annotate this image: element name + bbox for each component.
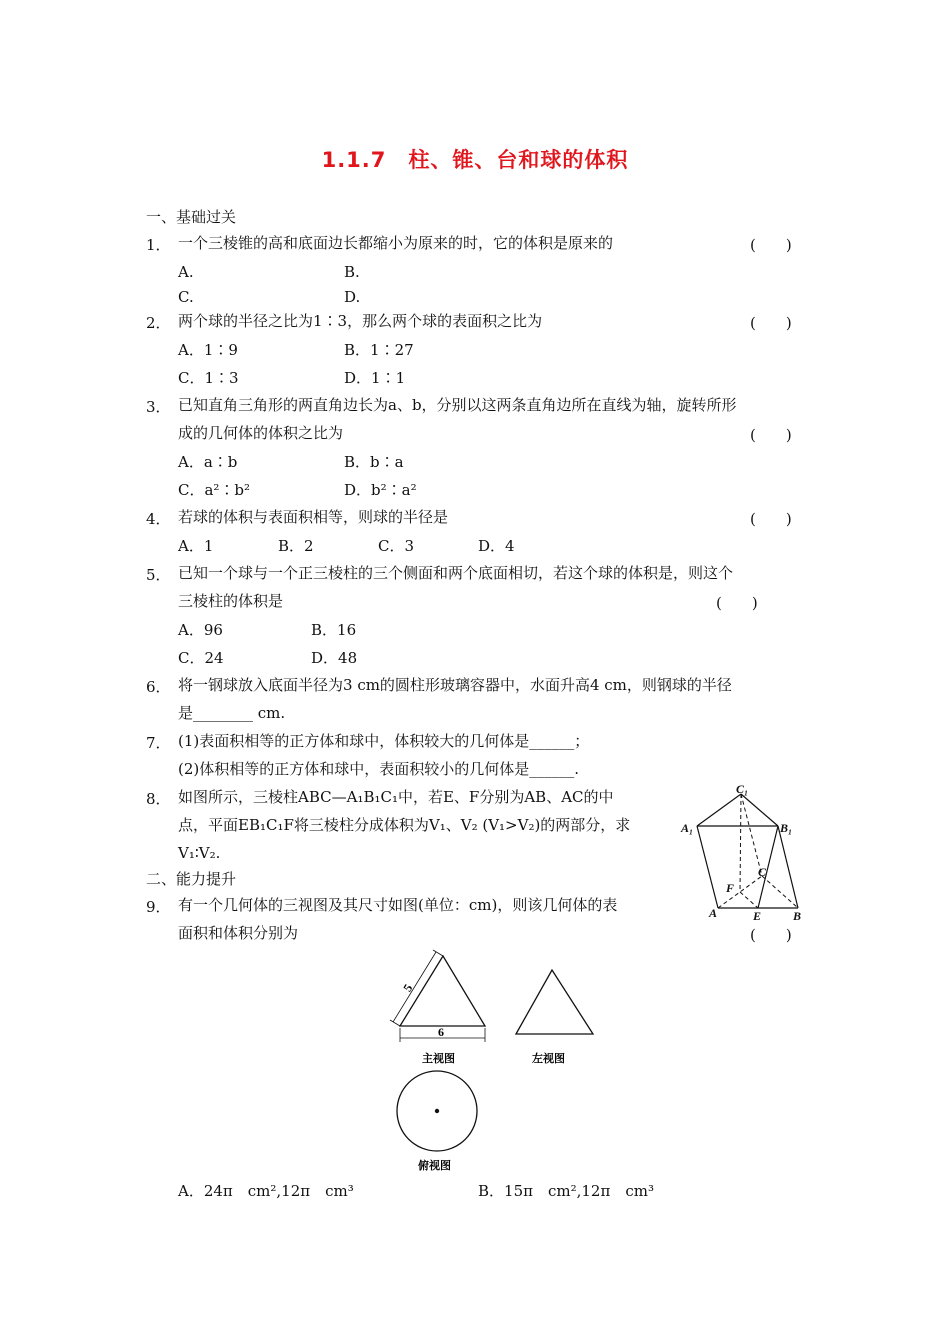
question-2-option-a: A．1∶9	[178, 341, 238, 359]
question-8-text-line2: 点，平面EB₁C₁F将三棱柱分成体积为V₁、V₂ (V₁>V₂)的两部分，求	[178, 816, 631, 834]
question-3-option-d: D．b²∶a²	[344, 481, 417, 499]
question-7-number: 7．	[146, 734, 171, 752]
question-5-option-a: A．96	[178, 621, 223, 639]
question-6-text-line1: 将一钢球放入底面半径为3 cm的圆柱形玻璃容器中，水面升高4 cm，则钢球的半径	[178, 676, 732, 694]
section-heading-advanced: 二、能力提升	[146, 870, 237, 888]
top-view-center-dot	[435, 1109, 439, 1113]
label-c: C	[758, 865, 767, 879]
three-views-figure	[380, 948, 610, 1178]
question-1-option-c: C.	[178, 288, 194, 306]
triangular-prism-figure	[680, 784, 810, 924]
prism-edge-a1c1	[697, 794, 741, 826]
question-1-answer-blank: ( )	[750, 236, 792, 254]
question-2-option-b: B．1∶27	[344, 341, 414, 359]
question-1-option-a: A.	[178, 263, 194, 281]
prism-hidden-edge-c1c	[741, 794, 762, 876]
label-c1: C₁	[736, 784, 749, 796]
question-5-answer-blank: ( )	[716, 594, 758, 612]
prism-edge-b1b	[778, 826, 798, 908]
prism-edge-c1b1	[741, 794, 778, 826]
question-2-number: 2．	[146, 314, 171, 332]
prism-hidden-edge-c1f	[740, 794, 741, 892]
question-8-number: 8．	[146, 790, 171, 808]
page-title: 1.1.7 柱、锥、台和球的体积	[321, 148, 629, 172]
question-1-option-d: D.	[344, 288, 361, 306]
dim-slant-label: 5	[400, 981, 416, 995]
label-a1: A₁	[681, 821, 694, 835]
question-2-option-d: D．1∶1	[344, 369, 406, 387]
question-5-number: 5．	[146, 566, 171, 584]
question-4-option-d: D．4	[478, 537, 515, 555]
question-9-answer-blank: ( )	[750, 926, 792, 944]
question-2-text: 两个球的半径之比为1∶3，那么两个球的表面积之比为	[178, 312, 543, 330]
question-2-answer-blank: ( )	[750, 314, 792, 332]
question-3-option-a: A．a∶b	[178, 453, 238, 471]
question-7-part2: (2)体积相等的正方体和球中，表面积较小的几何体是______.	[178, 760, 580, 778]
side-view-triangle	[516, 970, 593, 1034]
question-4-answer-blank: ( )	[750, 510, 792, 528]
prism-edge-a1a	[697, 826, 718, 908]
label-b: B	[793, 909, 802, 923]
question-4-text: 若球的体积与表面积相等，则球的半径是	[178, 508, 449, 526]
question-3-answer-blank: ( )	[750, 426, 792, 444]
question-9-number: 9．	[146, 898, 171, 916]
question-3-option-b: B．b∶a	[344, 453, 404, 471]
question-5-option-d: D．48	[311, 649, 358, 667]
question-5-text-line2: 三棱柱的体积是	[178, 592, 284, 610]
question-3-text-line1: 已知直角三角形的两直角边长为a、b，分别以这两条直角边所在直线为轴，旋转所形	[178, 396, 737, 414]
question-9-text-line2: 面积和体积分别为	[178, 924, 299, 942]
label-f: F	[726, 881, 735, 895]
dim-base-label: 6	[438, 1025, 444, 1039]
question-9-option-a: A．24π cm²,12π cm³	[178, 1182, 354, 1200]
question-8-text-line1: 如图所示，三棱柱ABC—A₁B₁C₁中，若E、F分别为AB、AC的中	[178, 788, 614, 806]
prism-hidden-edge-fe	[740, 892, 758, 908]
question-4-option-b: B．2	[278, 537, 314, 555]
question-1-number: 1．	[146, 236, 171, 254]
question-9-option-b: B．15π cm²,12π cm³	[478, 1182, 654, 1200]
label-e: E	[753, 909, 762, 923]
label-a: A	[709, 906, 718, 920]
question-2-option-c: C．1∶3	[178, 369, 239, 387]
question-8-text-line3: V₁∶V₂.	[178, 844, 221, 862]
question-6-text-line2: 是________ cm.	[178, 704, 286, 722]
question-3-number: 3．	[146, 398, 171, 416]
question-5-option-c: C．24	[178, 649, 224, 667]
section-heading-basic: 一、基础过关	[146, 208, 237, 226]
question-5-option-b: B．16	[311, 621, 357, 639]
question-1-text: 一个三棱锥的高和底面边长都缩小为原来的时，它的体积是原来的	[178, 234, 614, 252]
question-4-number: 4．	[146, 510, 171, 528]
question-3-option-c: C．a²∶b²	[178, 481, 251, 499]
question-7-part1: (1)表面积相等的正方体和球中，体积较大的几何体是______；	[178, 732, 590, 750]
dim-slant-ext1	[390, 1020, 400, 1026]
question-1-option-b: B.	[344, 263, 360, 281]
question-5-text-line1: 已知一个球与一个正三棱柱的三个侧面和两个底面相切，若这个球的体积是，则这个	[178, 564, 734, 582]
question-3-text-line2: 成的几何体的体积之比为	[178, 424, 344, 442]
side-view-label: 左视图	[532, 1052, 565, 1065]
question-9-text-line1: 有一个几何体的三视图及其尺寸如图(单位：cm)，则该几何体的表	[178, 896, 618, 914]
question-4-option-a: A．1	[178, 537, 214, 555]
front-view-label: 主视图	[422, 1052, 455, 1065]
question-4-option-c: C．3	[378, 537, 415, 555]
label-b1: B₁	[780, 821, 793, 835]
question-6-number: 6．	[146, 678, 171, 696]
top-view-label: 俯视图	[418, 1159, 451, 1172]
prism-hidden-edge-cb	[762, 876, 798, 908]
